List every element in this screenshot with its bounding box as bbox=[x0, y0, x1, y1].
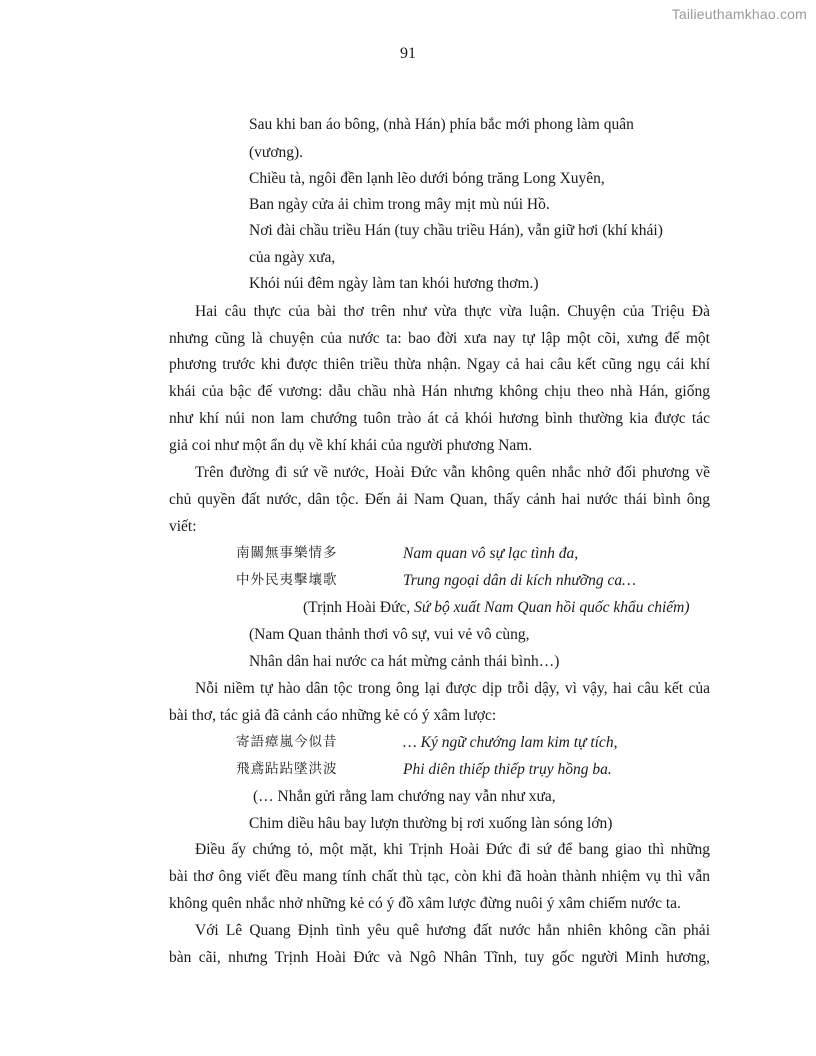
page-number: 91 bbox=[400, 45, 416, 62]
translation-line: Khói núi đêm ngày làm tan khói hương thơm.) bbox=[249, 275, 539, 292]
paragraph-line: Nỗi niềm tự hào dân tộc trong ông lại được dịp trỗi dậy, vì vậy, hai câu kết của bbox=[195, 680, 710, 697]
paragraph-line: bàn cãi, nhưng Trịnh Hoài Đức và Ngô Nhân Tĩnh, tuy gốc người Minh hương, bbox=[169, 949, 710, 966]
paragraph-line: bài thơ ông viết đều mang tính chất thù tạc, còn khi đã hoàn thành nhiệm vụ thì vẫn bbox=[169, 868, 710, 885]
poem-han-line: 寄語瘴嵐今似昔 bbox=[236, 734, 338, 750]
poem-han-line: 南關無事樂情多 bbox=[236, 545, 338, 561]
translation-line: (… Nhắn gửi rằng lam chướng nay vẫn như xưa, bbox=[253, 788, 556, 805]
translation-line: Chim diều hâu bay lượn thường bị rơi xuống làn sóng lớn) bbox=[249, 815, 613, 832]
translation-line: Nhân dân hai nước ca hát mừng cảnh thái bình…) bbox=[249, 653, 560, 670]
citation-author: (Trịnh Hoài Đức, bbox=[303, 599, 415, 616]
paragraph-line: viết: bbox=[169, 518, 197, 535]
paragraph-line: Với Lê Quang Định tình yêu quê hương đất nước hẳn nhiên không cần phải bbox=[195, 922, 710, 939]
paragraph-line: Hai câu thực của bài thơ trên như vừa thực vừa luận. Chuyện của Triệu Đà bbox=[195, 303, 710, 320]
paragraph-line: khái của bậc đế vương: dẫu chầu nhà Hán nhưng không chịu theo nhà Hán, giống bbox=[169, 383, 710, 400]
translation-line: Nơi đài chầu triều Hán (tuy chầu triều Hán), vẫn giữ hơi (khí khái) bbox=[249, 222, 663, 239]
paragraph-line: Trên đường đi sứ về nước, Hoài Đức vẫn không quên nhắc nhở đối phương về bbox=[195, 464, 710, 481]
watermark: Tailieuthamkhao.com bbox=[671, 6, 807, 22]
paragraph-line: Điều ấy chứng tỏ, một mặt, khi Trịnh Hoài Đức đi sứ để bang giao thì những bbox=[195, 841, 710, 858]
translation-line: của ngày xưa, bbox=[249, 249, 336, 266]
paragraph-line: như khí núi non lam chướng tuôn trào át cả khói hương bình thường kia được tác bbox=[169, 410, 710, 427]
citation-title: Sứ bộ xuất Nam Quan hồi quốc khẩu chiếm) bbox=[414, 599, 690, 616]
paragraph-line: không quên nhắc nhở những kẻ có ý đồ xâm lược đừng nuôi ý xâm chiếm nước ta. bbox=[169, 895, 681, 912]
paragraph-line: nhưng cũng là chuyện của nước ta: bao đời xưa nay tự lập một cõi, xưng đế một bbox=[169, 330, 710, 347]
poem-han-line: 中外民夷擊壤歌 bbox=[236, 572, 338, 588]
translation-line: (Nam Quan thảnh thơi vô sự, vui vẻ vô cùng, bbox=[249, 626, 530, 643]
translation-line: Chiều tà, ngôi đền lạnh lẽo dưới bóng trăng Long Xuyên, bbox=[249, 170, 605, 187]
paragraph-line: phương trước khi được thiên triều thừa nhận. Ngay cả hai câu kết cũng ngụ cái khí bbox=[169, 356, 710, 373]
poem-viet-line: Phi diên thiếp thiếp trụy hồng ba. bbox=[403, 761, 612, 778]
translation-line: (vương). bbox=[249, 144, 304, 161]
translation-line: Sau khi ban áo bông, (nhà Hán) phía bắc mới phong làm quân bbox=[249, 116, 634, 133]
poem-viet-line: … Ký ngữ chướng lam kim tự tích, bbox=[403, 734, 618, 751]
poem-han-line: 飛鳶跕跕墜洪波 bbox=[236, 761, 338, 777]
translation-line: Ban ngày cửa ải chìm trong mây mịt mù núi Hồ. bbox=[249, 196, 550, 213]
poem-viet-line: Trung ngoại dân di kích nhưỡng ca… bbox=[403, 572, 636, 589]
paragraph-line: chủ quyền đất nước, dân tộc. Đến ải Nam Quan, thấy cảnh hai nước thái bình ông bbox=[169, 491, 710, 508]
poem-viet-line: Nam quan vô sự lạc tình đa, bbox=[403, 545, 579, 562]
paragraph-line: giả coi như một ẩn dụ về khí khái của người phương Nam. bbox=[169, 437, 533, 454]
citation bbox=[303, 598, 690, 618]
paragraph-line: bài thơ, tác giả đã cảnh cáo những kẻ có ý xâm lược: bbox=[169, 707, 497, 724]
